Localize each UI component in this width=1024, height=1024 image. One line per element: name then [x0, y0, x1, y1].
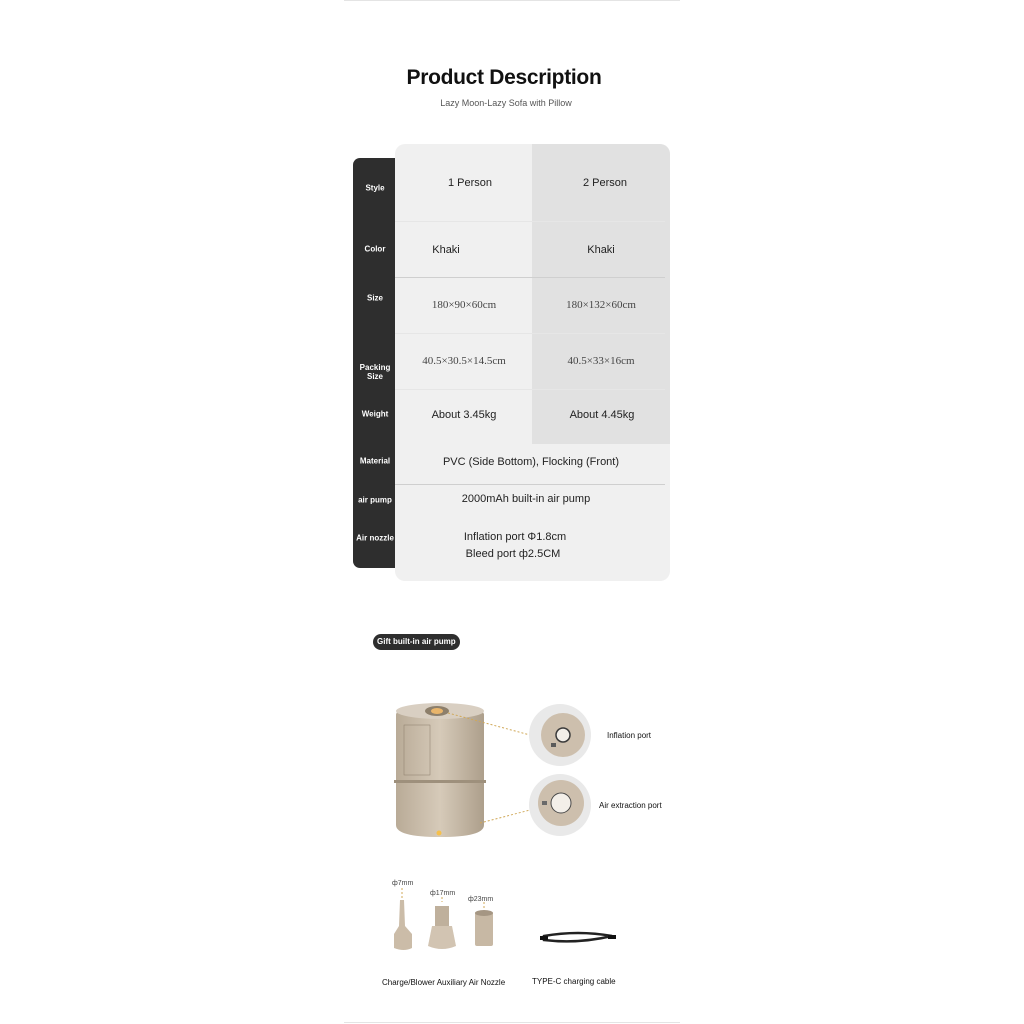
material-value: PVC (Side Bottom), Flocking (Front)	[442, 456, 620, 468]
size-2: 180×132×60cm	[566, 299, 636, 311]
label-style: Style	[365, 183, 385, 193]
weight-1: About 3.45kg	[431, 409, 497, 421]
label-material: Material	[359, 456, 391, 466]
label-packing-size: Packing Size	[359, 363, 391, 381]
label-air-pump: air pump	[358, 495, 392, 505]
row-divider	[395, 333, 665, 334]
nozzle-size-17: ф17mm	[430, 890, 456, 897]
spec-label-column	[353, 158, 397, 568]
label-weight: Weight	[361, 409, 389, 419]
row-divider	[395, 221, 665, 222]
label-air-nozzle: Air nozzle	[356, 533, 394, 543]
nozzle-size-7: ф7mm	[392, 880, 414, 887]
row-divider	[395, 484, 665, 485]
inflation-port-label: Inflation port	[607, 731, 652, 740]
spec-panel	[395, 144, 670, 581]
page-title: Product Description	[406, 66, 602, 89]
air-nozzle-bleed: Bleed port ф2.5CM	[465, 548, 561, 560]
nozzle-size-23: ф23mm	[468, 896, 494, 903]
style-1: 1 Person	[447, 177, 493, 189]
spec-column-2-bg	[532, 144, 670, 444]
gift-badge: Gift built-in air pump	[373, 634, 460, 650]
auxiliary-nozzles-illustration	[388, 888, 508, 954]
air-pump-illustration	[380, 695, 680, 845]
top-divider	[344, 0, 680, 1]
row-divider	[395, 389, 665, 390]
nozzle-caption: Charge/Blower Auxiliary Air Nozzle	[382, 978, 506, 987]
label-size: Size	[366, 293, 383, 303]
type-c-cable-illustration	[538, 928, 618, 948]
label-color: Color	[364, 244, 386, 254]
size-1: 180×90×60cm	[431, 299, 497, 311]
color-2: Khaki	[587, 244, 615, 256]
air-pump-value: 2000mAh built-in air pump	[461, 493, 591, 505]
packing-size-1: 40.5×30.5×14.5cm	[422, 355, 506, 367]
style-2: 2 Person	[582, 177, 628, 189]
air-nozzle-inflation: Inflation port Φ1.8cm	[463, 531, 567, 543]
row-divider	[395, 277, 665, 278]
air-extraction-port-label: Air extraction port	[599, 801, 662, 810]
cable-caption: TYPE-C charging cable	[532, 977, 616, 986]
packing-size-2: 40.5×33×16cm	[567, 355, 635, 367]
bottom-divider	[344, 1022, 680, 1023]
page-subtitle: Lazy Moon-Lazy Sofa with Pillow	[440, 98, 572, 108]
weight-2: About 4.45kg	[569, 409, 635, 421]
color-1: Khaki	[432, 244, 460, 256]
